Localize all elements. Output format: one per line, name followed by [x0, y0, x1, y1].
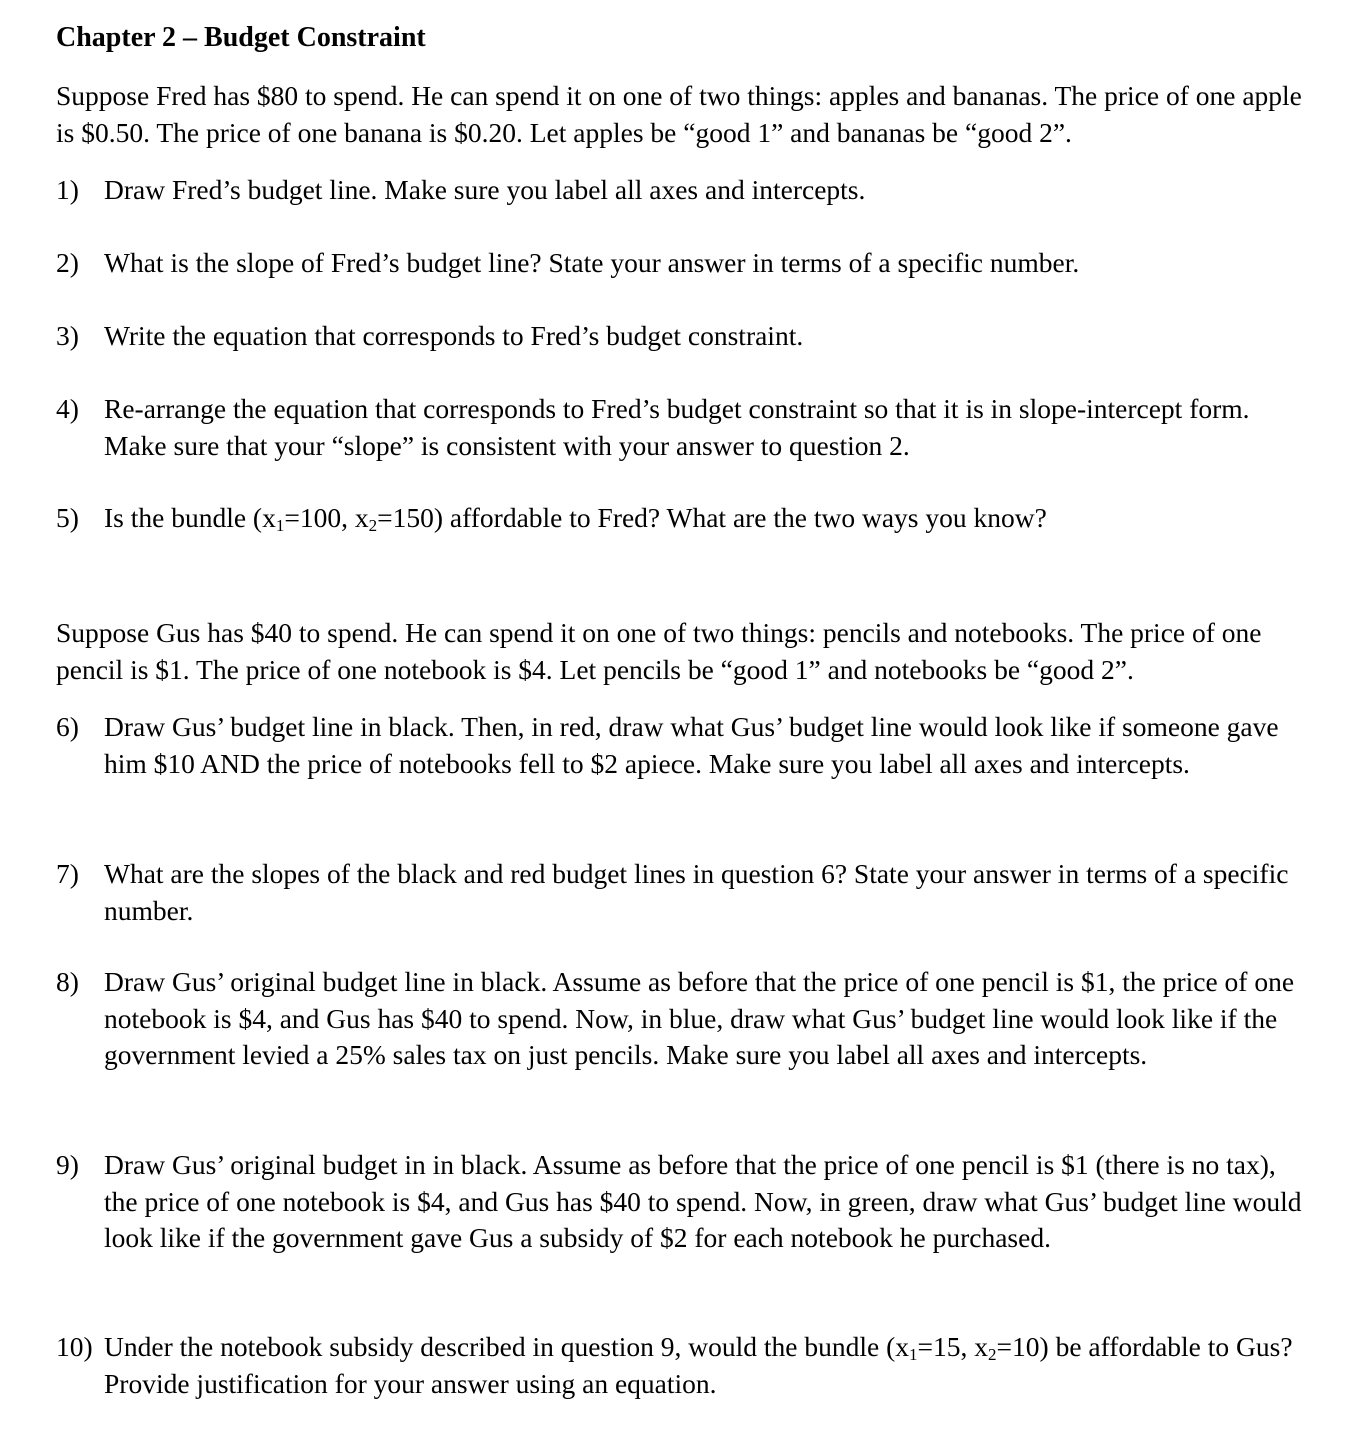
question-number: 5) [56, 502, 79, 533]
question-5 [56, 500, 1316, 537]
question-8 [56, 964, 1316, 1074]
question-number: 3) [56, 320, 79, 351]
question-1 [56, 172, 1316, 209]
question-text: Draw Gus’ budget line in black. Then, in red, draw what Gus’ budget line would look like if someone gave him $10 AND the price of notebooks fell to $2 apiece. Make sure you label all axes and intercepts. [104, 711, 1279, 779]
question-number: 4) [56, 393, 79, 424]
question-number: 7) [56, 858, 79, 889]
gus-intro-paragraph: Suppose Gus has $40 to spend. He can spend it on one of two things: pencils and notebooks. The price of one pencil is $1. The price of one notebook is $4. Let pencils be “good 1” and notebooks be “good 2”. [56, 617, 1262, 685]
question-text: Write the equation that corresponds to Fred’s budget constraint. [104, 320, 804, 351]
question-text: Draw Gus’ original budget line in black. Assume as before that the price of one pencil is $1, the price of one notebook is $4, and Gus has $40 to spend. Now, in blue, draw what Gus’ budget line would look like if the government levied a 25% sales tax on just pencils. Make sure you label all axes and intercepts. [104, 966, 1295, 1070]
question-number: 2) [56, 247, 79, 278]
question-text: Draw Gus’ original budget in in black. Assume as before that the price of one pencil is $1 (there is no tax), the price of one notebook is $4, and Gus has $40 to spend. Now, in green, draw what Gus’ budget line would look like if the government gave Gus a subsidy of $2 for each notebook he purchased. [104, 1149, 1302, 1253]
question-text: Draw Fred’s budget line. Make sure you label all axes and intercepts. [104, 174, 866, 205]
question-text: What is the slope of Fred’s budget line? State your answer in terms of a specific number. [104, 247, 1080, 278]
question-9 [56, 1147, 1316, 1257]
question-number: 10) [56, 1331, 93, 1362]
question-7 [56, 856, 1316, 929]
question-4 [56, 391, 1316, 464]
question-10 [56, 1329, 1316, 1402]
fred-intro-paragraph: Suppose Fred has $80 to spend. He can spend it on one of two things: apples and bananas. The price of one apple is $0.50. The price of one banana is $0.20. Let apples be “good 1” and bananas be “good 2”. [56, 80, 1302, 148]
question-text: What are the slopes of the black and red budget lines in question 6? State your answer in terms of a specific number. [104, 858, 1289, 926]
question-2 [56, 245, 1316, 282]
question-3 [56, 318, 1316, 355]
question-number: 9) [56, 1149, 79, 1180]
question-text: Re-arrange the equation that corresponds to Fred’s budget constraint so that it is in slope-intercept form. Make sure that your “slope” is consistent with your answer to question 2. [104, 393, 1250, 461]
question-6 [56, 709, 1316, 782]
chapter-title: Chapter 2 – Budget Constraint [56, 22, 426, 53]
question-text: Under the notebook subsidy described in question 9, would the bundle ($x_1=15$, $x_2=10$) be affordable to Gus? Provide justification for your answer using an equation. [104, 1331, 1293, 1399]
question-text: Is the bundle ($x_1=100$, $x_2=150$) affordable to Fred? What are the two ways you know? [104, 502, 1047, 535]
question-number: 8) [56, 966, 79, 997]
question-number: 6) [56, 711, 79, 742]
question-number: 1) [56, 174, 79, 205]
